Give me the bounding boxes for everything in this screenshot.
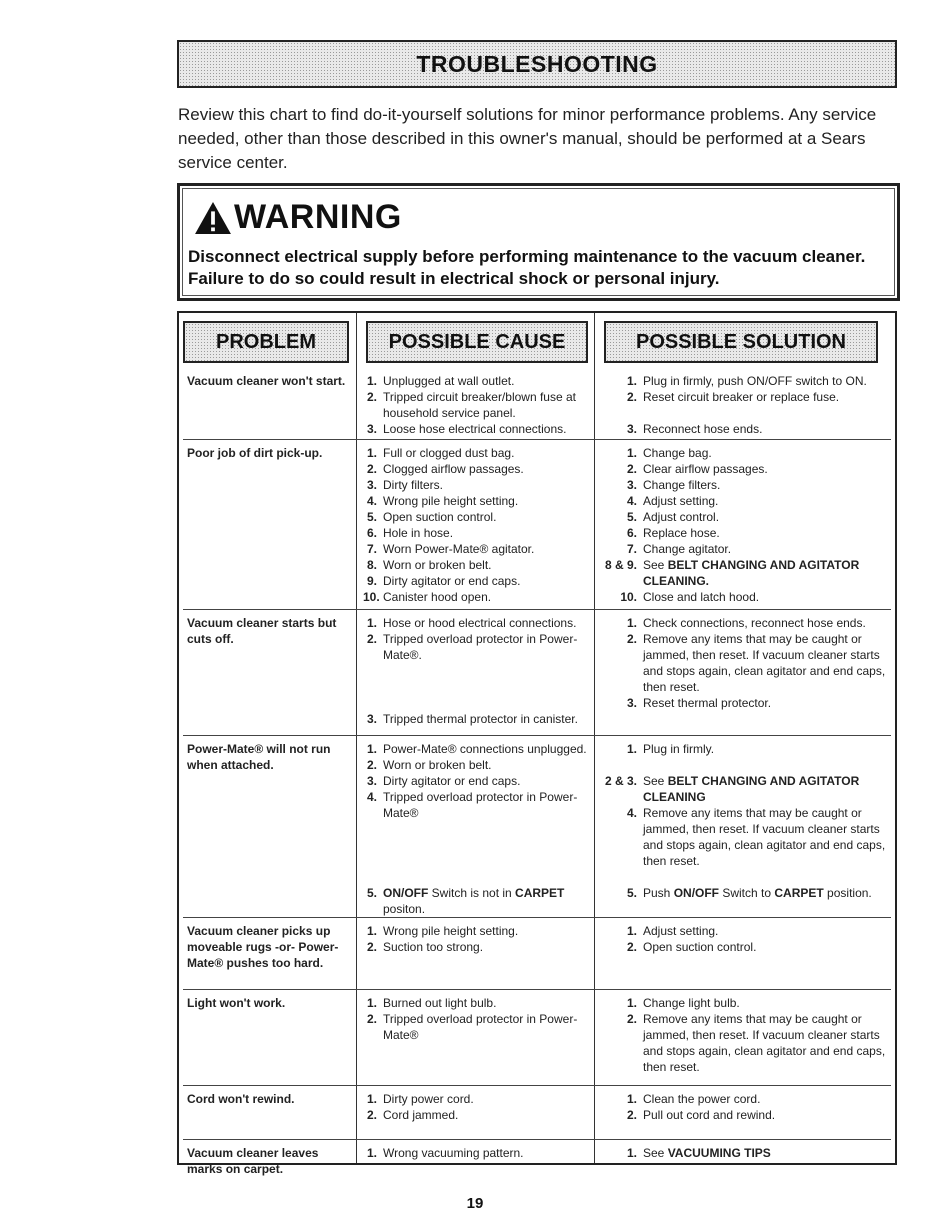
- cause-text: [383, 461, 591, 477]
- solution-item: [597, 885, 889, 901]
- solution-number: 3.: [626, 422, 637, 436]
- solution-text-part: Open suction control.: [643, 940, 757, 954]
- solution-text-part: Reconnect hose ends.: [643, 422, 763, 436]
- row-divider: [183, 989, 891, 990]
- solution-item: [597, 493, 889, 509]
- solution-item: [597, 1107, 889, 1123]
- header-problem: PROBLEM: [183, 321, 349, 363]
- cause-text-part: Canister hood open.: [383, 590, 492, 604]
- cause-number: 1.: [366, 924, 377, 938]
- solution-number: 2.: [626, 1012, 637, 1026]
- solution-item: [597, 445, 889, 461]
- cause-text: [383, 757, 591, 773]
- solution-item: [597, 773, 889, 805]
- solution-text-part: Push: [643, 886, 674, 900]
- cause-number: 1.: [366, 996, 377, 1010]
- cause-spacer: [363, 837, 591, 853]
- solution-text: [643, 525, 889, 541]
- solution-text: [643, 805, 889, 869]
- cause-number: 1.: [366, 446, 377, 460]
- cause-text-part: Open suction control.: [383, 510, 497, 524]
- solution-text-part: Change filters.: [643, 478, 721, 492]
- solution-text: [643, 695, 889, 711]
- cause-number: 10.: [363, 590, 380, 604]
- solution-text-part: Reset thermal protector.: [643, 696, 772, 710]
- solution-bold-text: ON/OFF: [673, 886, 720, 900]
- row-divider: [183, 439, 891, 440]
- cause-number: 1.: [366, 374, 377, 388]
- cause-number: 1.: [366, 1092, 377, 1106]
- cause-text-part: Tripped overload protector in Power-Mate®: [383, 1012, 578, 1042]
- solution-text-part: Plug in firmly.: [643, 742, 715, 756]
- solution-item: [597, 1145, 889, 1161]
- cause-text: [383, 1107, 591, 1123]
- page-number: 19: [466, 1195, 484, 1212]
- solution-text-part: Change bag.: [643, 446, 712, 460]
- section-title: TROUBLESHOOTING: [416, 50, 658, 77]
- cause-text-part: Clogged airflow passages.: [383, 462, 524, 476]
- cause-text-part: Switch is not in: [428, 886, 516, 900]
- solution-spacer: [597, 405, 889, 421]
- problem-cell: Vacuum cleaner leaves marks on carpet.: [187, 1146, 319, 1176]
- cause-text: [383, 711, 591, 727]
- solution-text: [643, 373, 889, 389]
- cause-bold-text: ON/OFF: [383, 886, 429, 900]
- solution-text-part: See: [643, 1146, 668, 1160]
- problem-cell: Vacuum cleaner won't start.: [187, 374, 346, 388]
- cause-text: [383, 1091, 591, 1107]
- cause-number: 2.: [366, 462, 377, 476]
- cause-number: 3.: [366, 478, 377, 492]
- solution-text: [643, 741, 889, 757]
- solution-number: 1.: [626, 1092, 637, 1106]
- solution-text: [643, 1145, 889, 1161]
- cause-text-part: Dirty power cord.: [383, 1092, 474, 1106]
- cause-cell: [363, 1145, 591, 1161]
- solution-text: [643, 1107, 889, 1123]
- cause-text-part: Dirty agitator or end caps.: [383, 774, 521, 788]
- cause-item: [363, 445, 591, 461]
- cause-text: [383, 493, 591, 509]
- cause-cell: [363, 923, 591, 955]
- intro-paragraph: Review this chart to find do-it-yourself solutions for minor performance problems. Any service needed, other than those described in this owner's manual, should be performed at a Sears service center.: [178, 105, 877, 172]
- solution-number: 1.: [626, 374, 637, 388]
- cause-item: [363, 711, 591, 727]
- solution-item: [597, 805, 889, 869]
- warning-box: [177, 183, 900, 301]
- row-divider: [183, 735, 891, 736]
- cause-text-part: Cord jammed.: [383, 1108, 459, 1122]
- solution-cell: [597, 1145, 889, 1161]
- solution-number: 4.: [626, 806, 637, 820]
- solution-text-part: Plug in firmly, push ON/OFF switch to ON.: [643, 374, 867, 388]
- solution-number: 10.: [620, 590, 637, 604]
- cause-text: [383, 741, 591, 757]
- cause-text: [383, 525, 591, 541]
- cause-spacer: [363, 869, 591, 885]
- cause-number: 5.: [366, 510, 377, 524]
- cause-text: [383, 773, 591, 789]
- solution-item: [597, 939, 889, 955]
- cause-item: [363, 589, 591, 605]
- solution-number: 3.: [626, 696, 637, 710]
- row-divider: [183, 1085, 891, 1086]
- cause-text: [383, 557, 591, 573]
- cause-number: 5.: [366, 886, 377, 900]
- cause-cell: [363, 373, 591, 437]
- cause-text-part: Worn or broken belt.: [383, 758, 492, 772]
- solution-item: [597, 541, 889, 557]
- header-possible-cause: POSSIBLE CAUSE: [366, 321, 588, 363]
- warning-heading: [194, 198, 402, 237]
- cause-item: [363, 789, 591, 821]
- cause-item: [363, 615, 591, 631]
- cause-number: 2.: [366, 758, 377, 772]
- solution-text-part: Remove any items that may be caught or jammed, then reset. If vacuum cleaner starts and stops again, clean agitator and end caps, then reset.: [643, 1012, 886, 1074]
- troubleshooting-table: [177, 311, 897, 1176]
- cause-text-part: Full or clogged dust bag.: [383, 446, 515, 460]
- solution-text: [643, 589, 889, 605]
- cause-text-part: Loose hose electrical connections.: [383, 422, 567, 436]
- cause-text-part: Hose or hood electrical connections.: [383, 616, 577, 630]
- cause-item: [363, 923, 591, 939]
- cause-text: [383, 615, 591, 631]
- cause-item: [363, 631, 591, 663]
- solution-item: [597, 695, 889, 711]
- row-divider: [183, 917, 891, 918]
- warning-text: Disconnect electrical supply before performing maintenance to the vacuum cleaner. Failure to do so could result in electrical shock or personal injury.: [188, 247, 866, 288]
- solution-text: [643, 421, 889, 437]
- solution-number: 5.: [626, 886, 637, 900]
- problem-cell: Light won't work.: [187, 996, 286, 1010]
- solution-number: 2.: [626, 462, 637, 476]
- cause-text: [383, 573, 591, 589]
- cause-text: [383, 373, 591, 389]
- solution-text-part: Close and latch hood.: [643, 590, 760, 604]
- solution-text-part: Switch to: [719, 886, 775, 900]
- cause-cell: [363, 995, 591, 1043]
- solution-number: 1.: [626, 742, 637, 756]
- solution-number: 2 & 3.: [604, 774, 637, 788]
- cause-spacer: [363, 679, 591, 695]
- cause-number: 2.: [366, 940, 377, 954]
- cause-spacer: [363, 821, 591, 837]
- cause-item: [363, 509, 591, 525]
- solution-text: [643, 1011, 889, 1075]
- cause-item: [363, 493, 591, 509]
- solution-text: [643, 615, 889, 631]
- solution-cell: [597, 615, 889, 711]
- cause-bold-text: CARPET: [515, 886, 565, 900]
- cause-item: [363, 1011, 591, 1043]
- cause-number: 2.: [366, 390, 377, 404]
- cause-text-part: Dirty filters.: [383, 478, 443, 492]
- solution-text: [643, 461, 889, 477]
- cause-text: [383, 589, 591, 605]
- cause-number: 1.: [366, 742, 377, 756]
- cause-text: [383, 389, 591, 421]
- cause-number: 2.: [366, 632, 377, 646]
- cause-number: 8.: [366, 558, 377, 572]
- solution-text-part: Check connections, reconnect hose ends.: [643, 616, 866, 630]
- solution-number: 1.: [626, 616, 637, 630]
- cause-text-part: Tripped overload protector in Power-Mate®: [383, 790, 578, 820]
- solution-text-part: Clear airflow passages.: [643, 462, 768, 476]
- warning-title: WARNING: [234, 198, 402, 236]
- solution-number: 2.: [626, 940, 637, 954]
- solution-text: [643, 923, 889, 939]
- solution-text-part: Change light bulb.: [643, 996, 740, 1010]
- problem-cell: Cord won't rewind.: [187, 1092, 295, 1106]
- solution-text: [643, 631, 889, 695]
- solution-text-part: Remove any items that may be caught or jammed, then reset. If vacuum cleaner starts and stops again, clean agitator and end caps, then reset.: [643, 632, 886, 694]
- cause-text-part: Hole in hose.: [383, 526, 454, 540]
- cause-number: 6.: [366, 526, 377, 540]
- solution-text: [643, 477, 889, 493]
- cause-item: [363, 995, 591, 1011]
- solution-number: 4.: [626, 494, 637, 508]
- cause-item: [363, 1145, 591, 1161]
- solution-item: [597, 995, 889, 1011]
- solution-item: [597, 557, 889, 589]
- solution-item: [597, 509, 889, 525]
- solution-text-part: position.: [823, 886, 872, 900]
- cause-text-part: Unplugged at wall outlet.: [383, 374, 515, 388]
- solution-text: [643, 493, 889, 509]
- solution-bold-text: VACUUMING TIPS: [667, 1146, 771, 1160]
- cause-text-part: Suction too strong.: [383, 940, 484, 954]
- cause-spacer: [363, 695, 591, 711]
- solution-bold-text: BELT CHANGING AND AGITATOR CLEANING.: [643, 558, 860, 588]
- section-title-bar: [177, 40, 897, 88]
- solution-text: [643, 995, 889, 1011]
- cause-text: [383, 477, 591, 493]
- cause-item: [363, 477, 591, 493]
- cause-text-part: Wrong pile height setting.: [383, 494, 519, 508]
- solution-cell: [597, 923, 889, 955]
- solution-cell: [597, 373, 889, 437]
- cause-text: [383, 995, 591, 1011]
- cause-text-part: Worn Power-Mate® agitator.: [383, 542, 535, 556]
- cause-number: 2.: [366, 1108, 377, 1122]
- solution-item: [597, 389, 889, 405]
- cause-number: 3.: [366, 712, 377, 726]
- solution-text: [643, 773, 889, 805]
- solution-item: [597, 631, 889, 695]
- cause-text: [383, 923, 591, 939]
- solution-cell: [597, 995, 889, 1075]
- cause-number: 1.: [366, 616, 377, 630]
- solution-text: [643, 1091, 889, 1107]
- cause-number: 4.: [366, 494, 377, 508]
- header-possible-solution: POSSIBLE SOLUTION: [604, 321, 878, 363]
- solution-text-part: Adjust setting.: [643, 924, 719, 938]
- solution-item: [597, 615, 889, 631]
- problem-cell: Vacuum cleaner picks up moveable rugs -or- Power-Mate® pushes too hard.: [187, 924, 339, 970]
- solution-item: [597, 525, 889, 541]
- solution-text: [643, 445, 889, 461]
- solution-text-part: Adjust control.: [643, 510, 720, 524]
- cause-cell: [363, 741, 591, 917]
- solution-text-part: Adjust setting.: [643, 494, 719, 508]
- solution-number: 1.: [626, 996, 637, 1010]
- cause-number: 7.: [366, 542, 377, 556]
- cause-text-part: positon.: [383, 902, 426, 916]
- solution-item: [597, 373, 889, 389]
- solution-cell: [597, 445, 889, 605]
- cause-text-part: Worn or broken belt.: [383, 558, 492, 572]
- solution-number: 8 & 9.: [604, 558, 637, 572]
- solution-text-part: See: [643, 774, 668, 788]
- solution-item: [597, 461, 889, 477]
- solution-number: 1.: [626, 924, 637, 938]
- cause-text-part: Tripped thermal protector in canister.: [383, 712, 578, 726]
- cause-text: [383, 1011, 591, 1043]
- solution-number: 5.: [626, 510, 637, 524]
- cause-item: [363, 421, 591, 437]
- cause-item: [363, 461, 591, 477]
- cause-item: [363, 1091, 591, 1107]
- cause-item: [363, 1107, 591, 1123]
- solution-cell: [597, 1091, 889, 1123]
- solution-number: 1.: [626, 446, 637, 460]
- cause-item: [363, 389, 591, 421]
- solution-text-part: Pull out cord and rewind.: [643, 1108, 776, 1122]
- cause-item: [363, 525, 591, 541]
- cause-cell: [363, 1091, 591, 1123]
- solution-item: [597, 741, 889, 757]
- solution-number: 3.: [626, 478, 637, 492]
- solution-text-part: Clean the power cord.: [643, 1092, 761, 1106]
- column-divider: [356, 313, 357, 1163]
- solution-bold-text: CARPET: [774, 886, 824, 900]
- solution-item: [597, 477, 889, 493]
- cause-item: [363, 939, 591, 955]
- solution-number: 2.: [626, 390, 637, 404]
- solution-text-part: Replace hose.: [643, 526, 720, 540]
- cause-number: 3.: [366, 774, 377, 788]
- cause-number: 2.: [366, 1012, 377, 1026]
- cause-text-part: Burned out light bulb.: [383, 996, 497, 1010]
- solution-bold-text: BELT CHANGING AND AGITATOR CLEANING: [643, 774, 860, 804]
- cause-text: [383, 939, 591, 955]
- row-divider: [183, 1139, 891, 1140]
- cause-text: [383, 885, 591, 917]
- solution-number: 1.: [626, 1146, 637, 1160]
- cause-number: 9.: [366, 574, 377, 588]
- cause-text-part: Wrong vacuuming pattern.: [383, 1146, 524, 1160]
- solution-number: 2.: [626, 632, 637, 646]
- solution-spacer: [597, 869, 889, 885]
- cause-cell: [363, 445, 591, 605]
- cause-item: [363, 757, 591, 773]
- cause-text: [383, 1145, 591, 1161]
- cause-item: [363, 541, 591, 557]
- solution-text: [643, 885, 889, 901]
- cause-spacer: [363, 853, 591, 869]
- solution-item: [597, 1011, 889, 1075]
- solution-cell: [597, 741, 889, 901]
- cause-text: [383, 445, 591, 461]
- cause-text: [383, 509, 591, 525]
- column-divider: [594, 313, 595, 1163]
- cause-cell: [363, 615, 591, 727]
- cause-item: [363, 573, 591, 589]
- solution-spacer: [597, 757, 889, 773]
- cause-item: [363, 773, 591, 789]
- cause-text-part: Power-Mate® connections unplugged.: [383, 742, 587, 756]
- solution-item: [597, 589, 889, 605]
- cause-number: 4.: [366, 790, 377, 804]
- cause-text-part: Tripped circuit breaker/blown fuse at household service panel.: [383, 390, 576, 420]
- cause-text: [383, 421, 591, 437]
- solution-text-part: Reset circuit breaker or replace fuse.: [643, 390, 840, 404]
- cause-text: [383, 631, 591, 663]
- problem-cell: Power-Mate® will not run when attached.: [187, 742, 331, 772]
- solution-number: 6.: [626, 526, 637, 540]
- cause-text: [383, 541, 591, 557]
- solution-item: [597, 1091, 889, 1107]
- warning-triangle-icon: [194, 201, 232, 235]
- solution-text: [643, 541, 889, 557]
- cause-item: [363, 741, 591, 757]
- cause-spacer: [363, 663, 591, 679]
- solution-text: [643, 389, 889, 405]
- solution-item: [597, 923, 889, 939]
- cause-text: [383, 789, 591, 821]
- cause-text-part: Wrong pile height setting.: [383, 924, 519, 938]
- cause-text-part: Dirty agitator or end caps.: [383, 574, 521, 588]
- solution-number: 7.: [626, 542, 637, 556]
- solution-text-part: Change agitator.: [643, 542, 732, 556]
- solution-text-part: Remove any items that may be caught or jammed, then reset. If vacuum cleaner starts and stops again, clean agitator and end caps, then reset.: [643, 806, 886, 868]
- solution-text: [643, 557, 889, 589]
- problem-cell: Poor job of dirt pick-up.: [187, 446, 323, 460]
- cause-number: 1.: [366, 1146, 377, 1160]
- solution-text: [643, 939, 889, 955]
- solution-number: 2.: [626, 1108, 637, 1122]
- row-divider: [183, 609, 891, 610]
- cause-number: 3.: [366, 422, 377, 436]
- problem-cell: Vacuum cleaner starts but cuts off.: [187, 616, 337, 646]
- solution-item: [597, 421, 889, 437]
- cause-item: [363, 373, 591, 389]
- cause-item: [363, 557, 591, 573]
- solution-text-part: See: [643, 558, 668, 572]
- cause-item: [363, 885, 591, 917]
- solution-text: [643, 509, 889, 525]
- cause-text-part: Tripped overload protector in Power-Mate®.: [383, 632, 578, 662]
